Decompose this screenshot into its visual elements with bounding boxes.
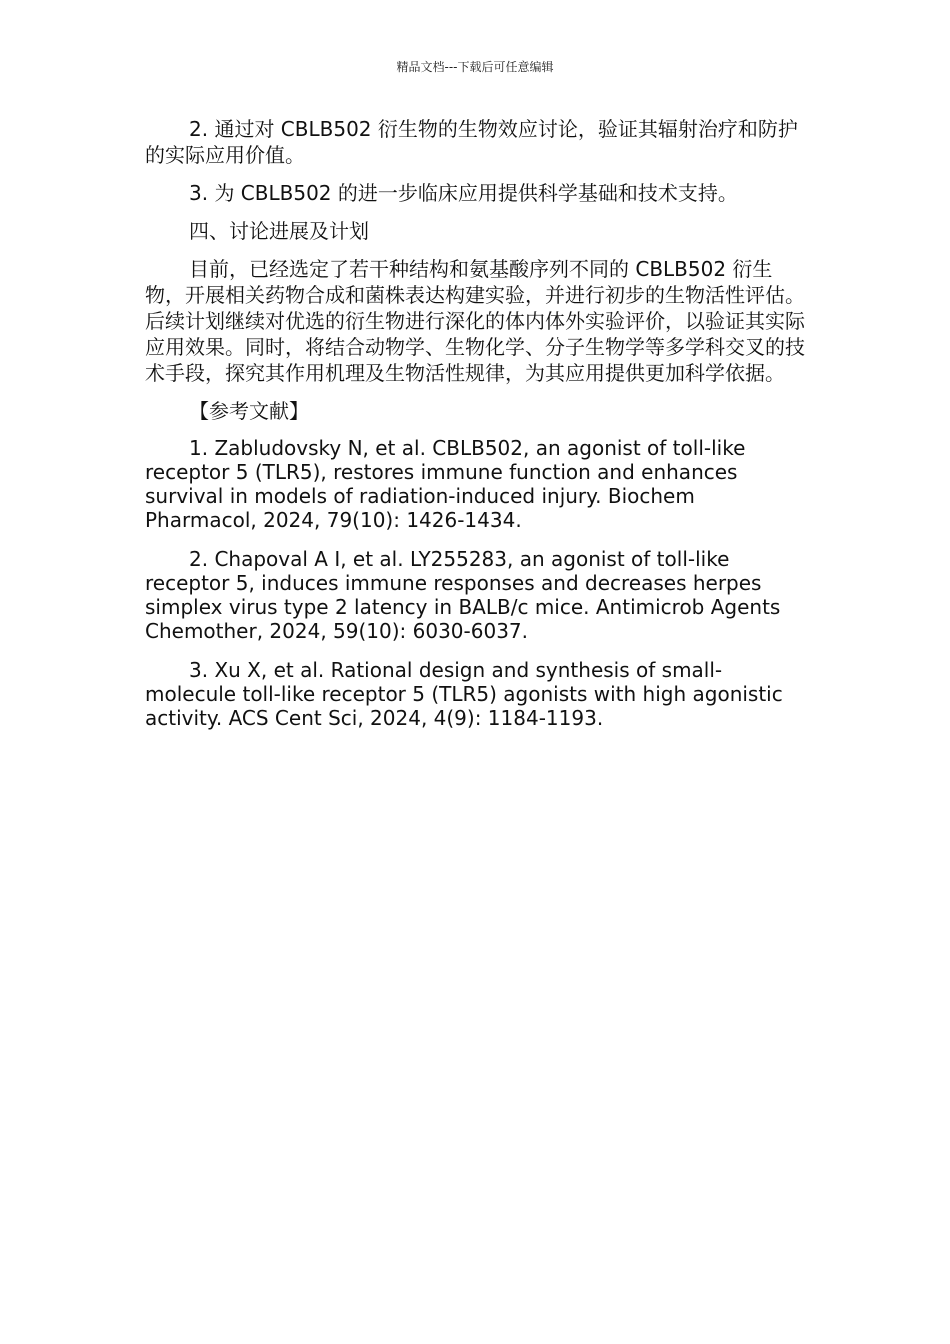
reference-item-2: 2. Chapoval A I, et al. LY255283, an agonist of toll-like receptor 5, induces immune responses and decreases herpes simplex virus type 2 latency in BALB/c mice. Antimicrob Agents Chemother, 2024, 59(10): 6030-6037. — [145, 547, 781, 643]
section-heading-progress: 四、讨论进展及计划 — [189, 219, 369, 243]
document-body — [145, 116, 810, 745]
goal-item-2: 2. 通过对 CBLB502 衍生物的生物效应讨论，验证其辐射治疗和防护的实际应用价值。 — [145, 117, 798, 167]
reference-item-3: 3. Xu X, et al. Rational design and synthesis of small-molecule toll-like receptor 5 (TLR5) agonists with high agonistic activity. ACS Cent Sci, 2024, 4(9): 1184-1193. — [145, 658, 783, 730]
reference-item-1: 1. Zabludovsky N, et al. CBLB502, an agonist of toll-like receptor 5 (TLR5), restores immune function and enhances survival in models of radiation-induced injury. Biochem Pharmacol, 2024, 79(10): 1426-1434. — [145, 436, 746, 532]
progress-paragraph: 目前，已经选定了若干种结构和氨基酸序列不同的 CBLB502 衍生物，开展相关药物合成和菌株表达构建实验，并进行初步的生物活性评估。后续计划继续对优选的衍生物进行深化的体内体外实验评价，以验证其实际应用效果。同时，将结合动物学、生物化学、分子生物学等多学科交叉的技术手段，探究其作用机理及生物活性规律，为其应用提供更加科学依据。 — [145, 257, 805, 385]
goal-item-3: 3. 为 CBLB502 的进一步临床应用提供科学基础和技术支持。 — [189, 181, 738, 205]
page-header: 精品文档---下载后可任意编辑 — [396, 60, 554, 74]
references-heading: 【参考文献】 — [189, 399, 309, 423]
